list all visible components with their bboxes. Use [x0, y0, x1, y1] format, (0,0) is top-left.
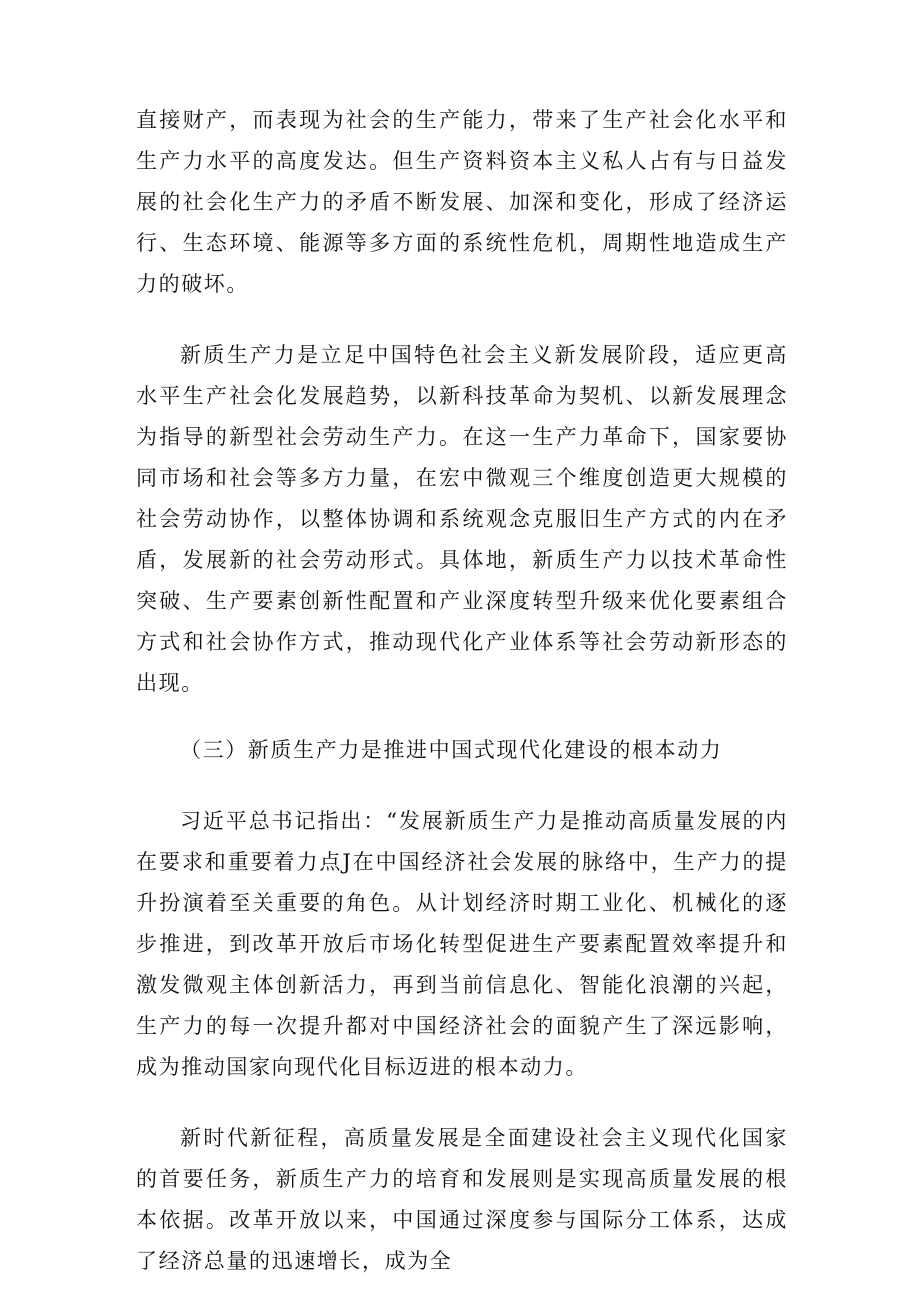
- paragraph-4: 新时代新征程，高质量发展是全面建设社会主义现代化国家的首要任务，新质生产力的培育和发展则是实现高质量发展的根本依据。改革开放以来，中国通过深度参与国际分工体系，达成了经济总量的迅速增长，成为全: [136, 1126, 788, 1273]
- paragraph-1: 直接财产，而表现为社会的生产能力，带来了生产社会化水平和生产力水平的高度发达。但生产资料资本主义私人占有与日益发展的社会化生产力的矛盾不断发展、加深和变化，形成了经济运行、生态环境、能源等多方面的系统性危机，周期性地造成生产力的破坏。: [136, 108, 788, 296]
- paragraph-3: 习近平总书记指出：“发展新质生产力是推动高质量发展的内在要求和重要着力点J在中国经济社会发展的脉络中，生产力的提升扮演着至关重要的角色。从计划经济时期工业化、机械化的逐步推进，到改革开放后市场化转型促进生产要素配置效率提升和激发微观主体创新活力，再到当前信息化、智能化浪潮的兴起，生产力的每一次提升都对中国经济社会的面貌产生了深远影响，成为推动国家向现代化目标迈进的根本动力。: [136, 809, 788, 1079]
- section-heading: （三）新质生产力是推进中国式现代化建设的根本动力: [180, 738, 723, 762]
- paragraph-2: 新质生产力是立足中国特色社会主义新发展阶段，适应更高水平生产社会化发展趋势，以新科技革命为契机、以新发展理念为指导的新型社会劳动生产力。在这一生产力革命下，国家要协同市场和社会等多方力量，在宏中微观三个维度创造更大规模的社会劳动协作，以整体协调和系统观念克服旧生产方式的内在矛盾，发展新的社会劳动形式。具体地，新质生产力以技术革命性突破、生产要素创新性配置和产业深度转型升级来优化要素组合方式和社会协作方式，推动现代化产业体系等社会劳动新形态的出现。: [136, 343, 788, 695]
